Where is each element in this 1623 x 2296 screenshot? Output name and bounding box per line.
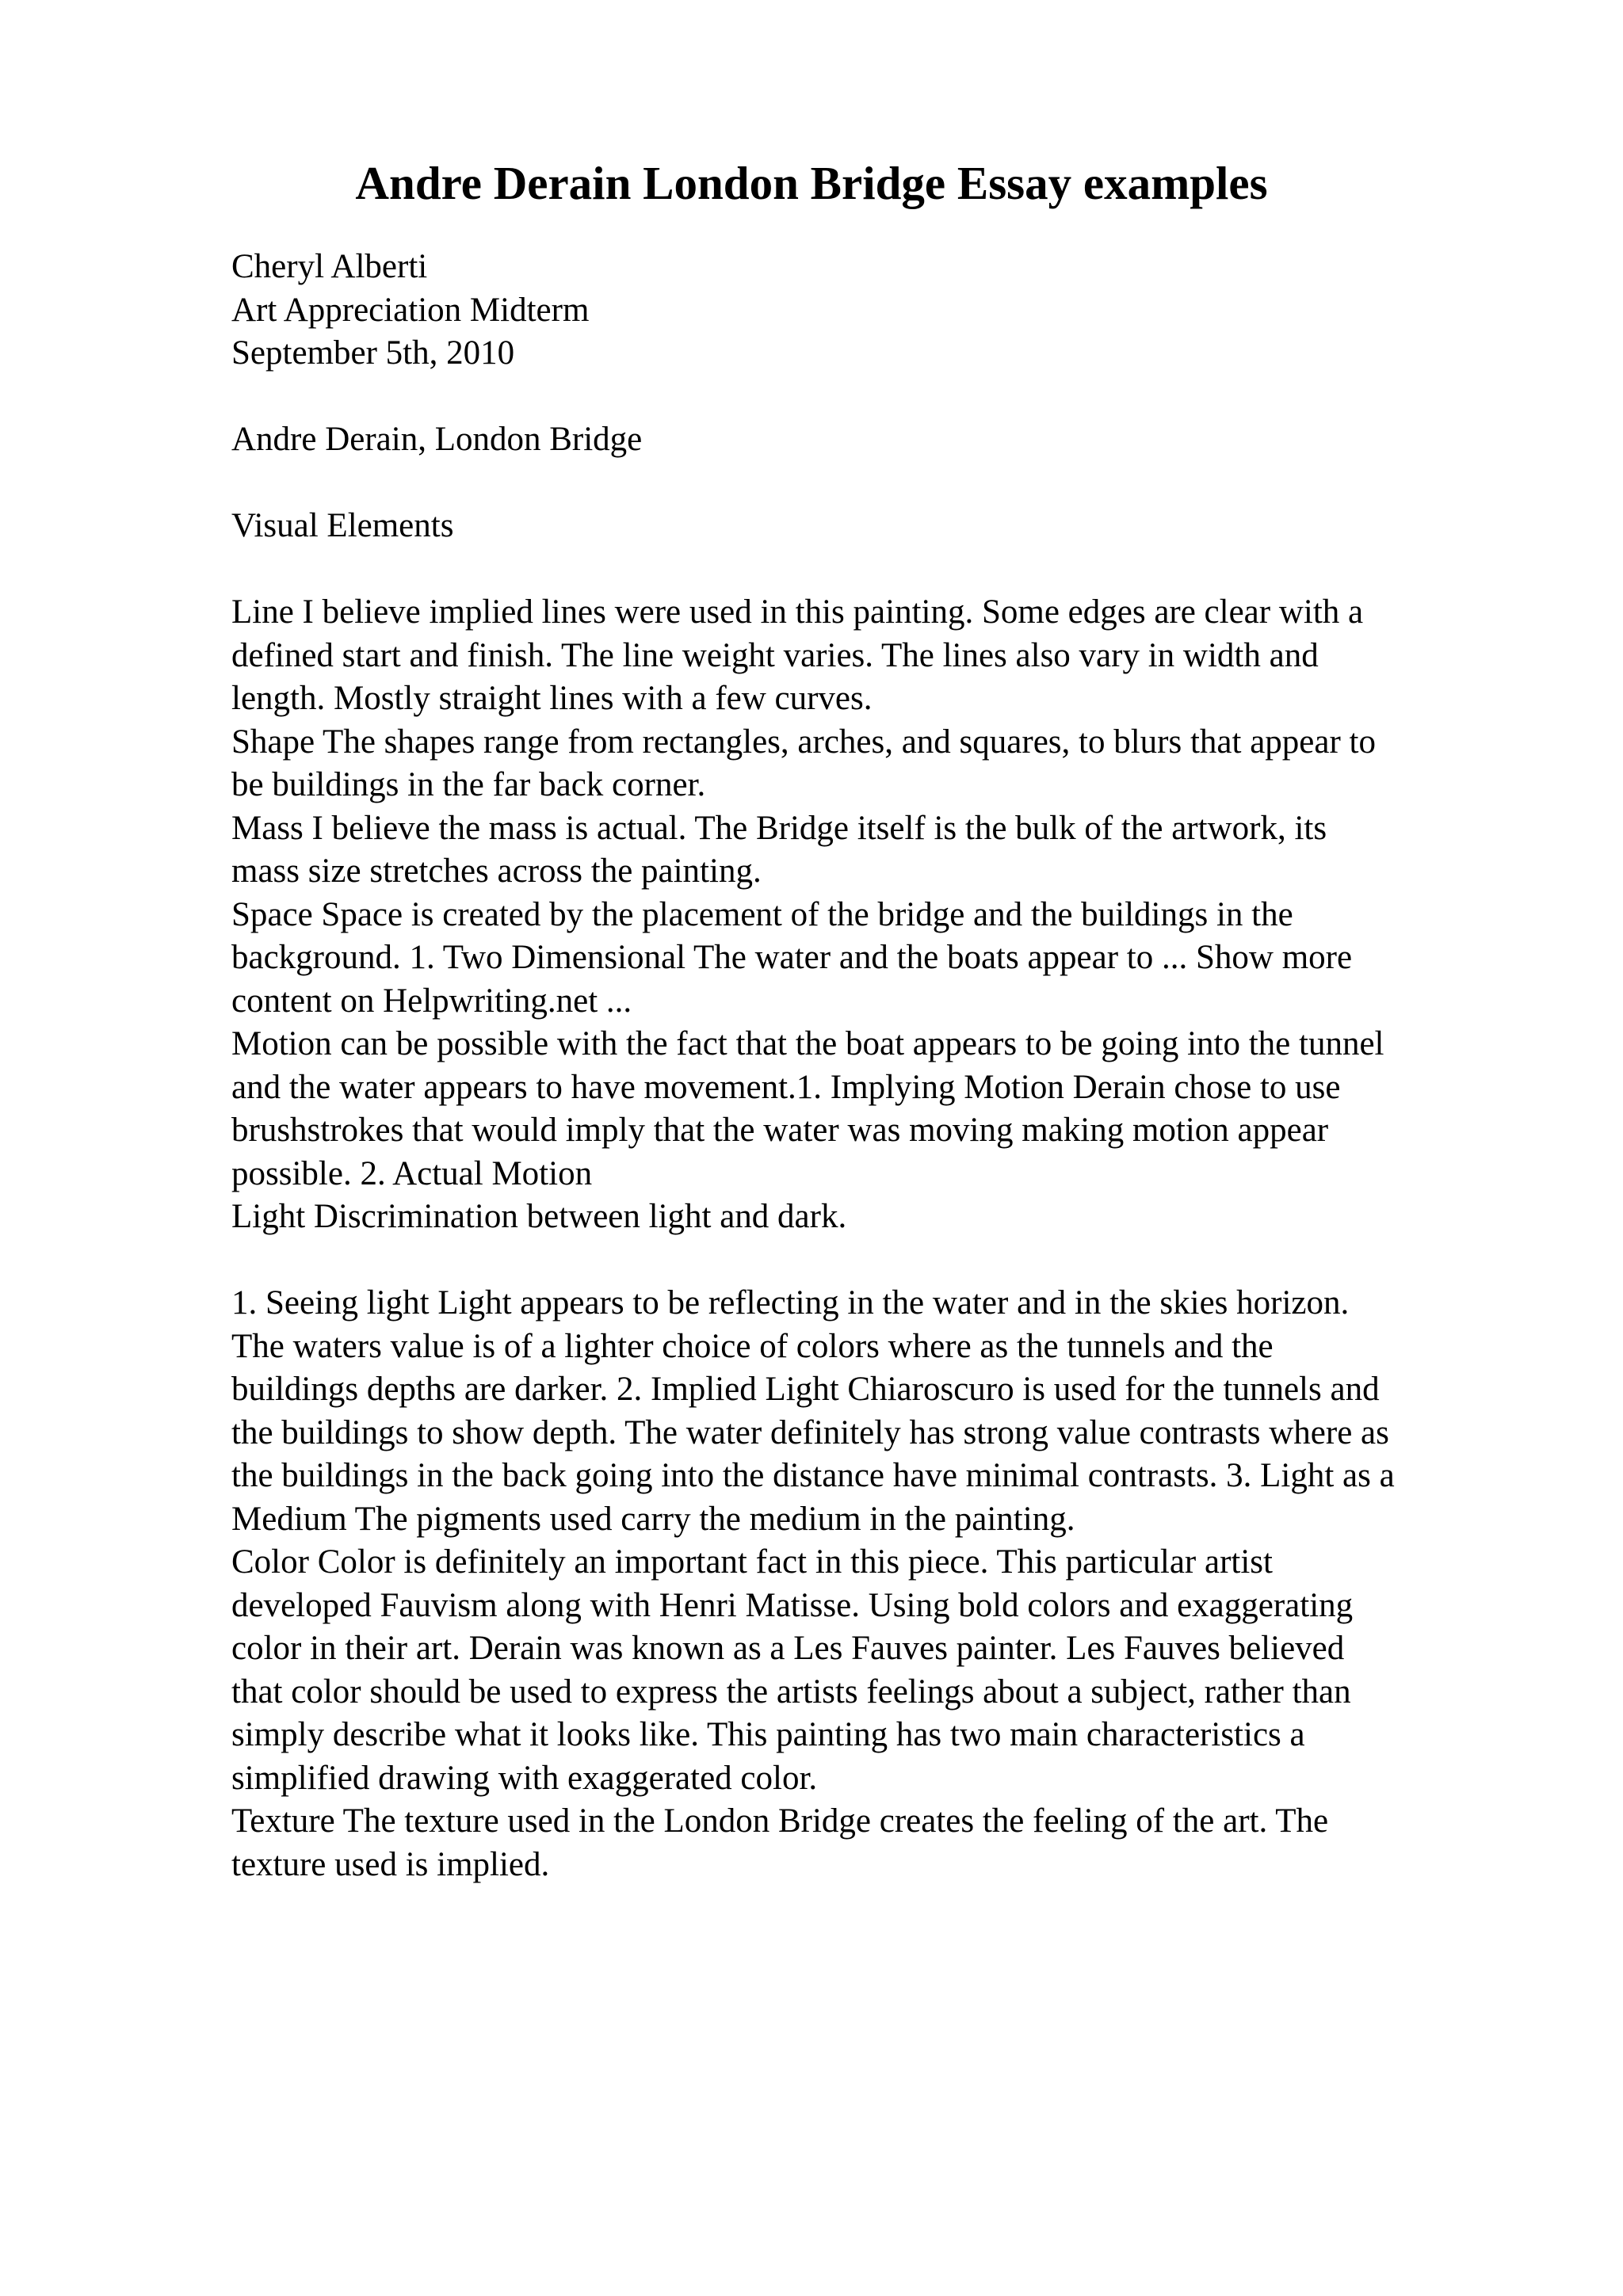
paragraph-space — [231, 894, 1515, 1024]
text-line: 1. Seeing light Light appears to be reflecting in the water and in the skies horizon. — [231, 1284, 1350, 1322]
text-line: Line I believe implied lines were used in this painting. Some edges are clear with a — [231, 593, 1364, 631]
essay-subject: Andre Derain, London Bridge — [231, 421, 643, 458]
text-line: mass size stretches across the painting. — [231, 852, 762, 890]
spacer — [231, 376, 1515, 419]
text-line: texture used is implied. — [231, 1845, 550, 1883]
paragraph-line — [231, 591, 1515, 721]
paragraph-shape — [231, 721, 1515, 807]
document-body — [231, 246, 1515, 1886]
text-line: length. Mostly straight lines with a few curves. — [231, 680, 873, 717]
spacer — [231, 1239, 1515, 1283]
text-line: Texture The texture used in the London Bridge creates the feeling of the art. The — [231, 1802, 1329, 1840]
text-line: Color Color is definitely an important fact in this piece. This particular artist — [231, 1543, 1273, 1581]
text-line: that color should be used to express the artists feelings about a subject, rather than — [231, 1672, 1351, 1711]
text-line: Motion can be possible with the fact that the boat appears to be going into the tunnel — [231, 1025, 1384, 1062]
author-name: Cheryl Alberti — [231, 248, 428, 285]
text-line: simplified drawing with exaggerated color. — [231, 1759, 818, 1797]
paragraph-motion — [231, 1023, 1515, 1196]
paragraph-light-details — [231, 1282, 1515, 1541]
spacer — [231, 462, 1515, 505]
essay-date: September 5th, 2010 — [231, 334, 515, 372]
text-line: the buildings to show depth. The water definitely has strong value contrasts where as — [231, 1413, 1389, 1451]
section-heading: Visual Elements — [231, 507, 454, 544]
text-line: possible. 2. Actual Motion — [231, 1154, 593, 1192]
document-title: Andre Derain London Bridge Essay examples — [355, 157, 1268, 209]
paragraph-light — [231, 1196, 1515, 1239]
text-line: defined start and finish. The line weight varies. The lines also vary in width and — [231, 636, 1319, 674]
text-line: background. 1. Two Dimensional The water and the boats appear to ... Show more — [231, 939, 1353, 976]
text-line: simply describe what it looks like. This painting has two main characteristics a — [231, 1716, 1305, 1753]
course-name: Art Appreciation Midterm — [231, 291, 590, 329]
text-line: Medium The pigments used carry the medium in the painting. — [231, 1500, 1075, 1538]
text-line: be buildings in the far back corner. — [231, 766, 706, 803]
text-line: Shape The shapes range from rectangles, arches, and squares, to blurs that appear to — [231, 723, 1376, 761]
text-line: and the water appears to have movement.1. Implying Motion Derain chose to use — [231, 1068, 1341, 1106]
paragraph-color — [231, 1541, 1515, 1800]
spacer — [231, 548, 1515, 592]
text-line: buildings depths are darker. 2. Implied Light Chiaroscuro is used for the tunnels and — [231, 1371, 1380, 1408]
text-line: Mass I believe the mass is actual. The Bridge itself is the bulk of the artwork, its — [231, 809, 1327, 847]
text-line: brushstrokes that would imply that the water was moving making motion appear — [231, 1112, 1329, 1149]
text-line: Light Discrimination between light and dark. — [231, 1198, 847, 1235]
paragraph-mass — [231, 807, 1515, 894]
text-line: The waters value is of a lighter choice of colors where as the tunnels and the — [231, 1327, 1274, 1365]
text-line: color in their art. Derain was known as a Les Fauves painter. Les Fauves believed — [231, 1630, 1345, 1667]
paragraph-texture — [231, 1800, 1515, 1886]
text-line: Space Space is created by the placement of the bridge and the buildings in the — [231, 895, 1293, 933]
text-line: the buildings in the back going into the distance have minimal contrasts. 3. Light as a — [231, 1457, 1395, 1494]
text-line: content on Helpwriting.net ... — [231, 982, 632, 1020]
text-line: developed Fauvism along with Henri Matisse. Using bold colors and exaggerating — [231, 1586, 1354, 1624]
